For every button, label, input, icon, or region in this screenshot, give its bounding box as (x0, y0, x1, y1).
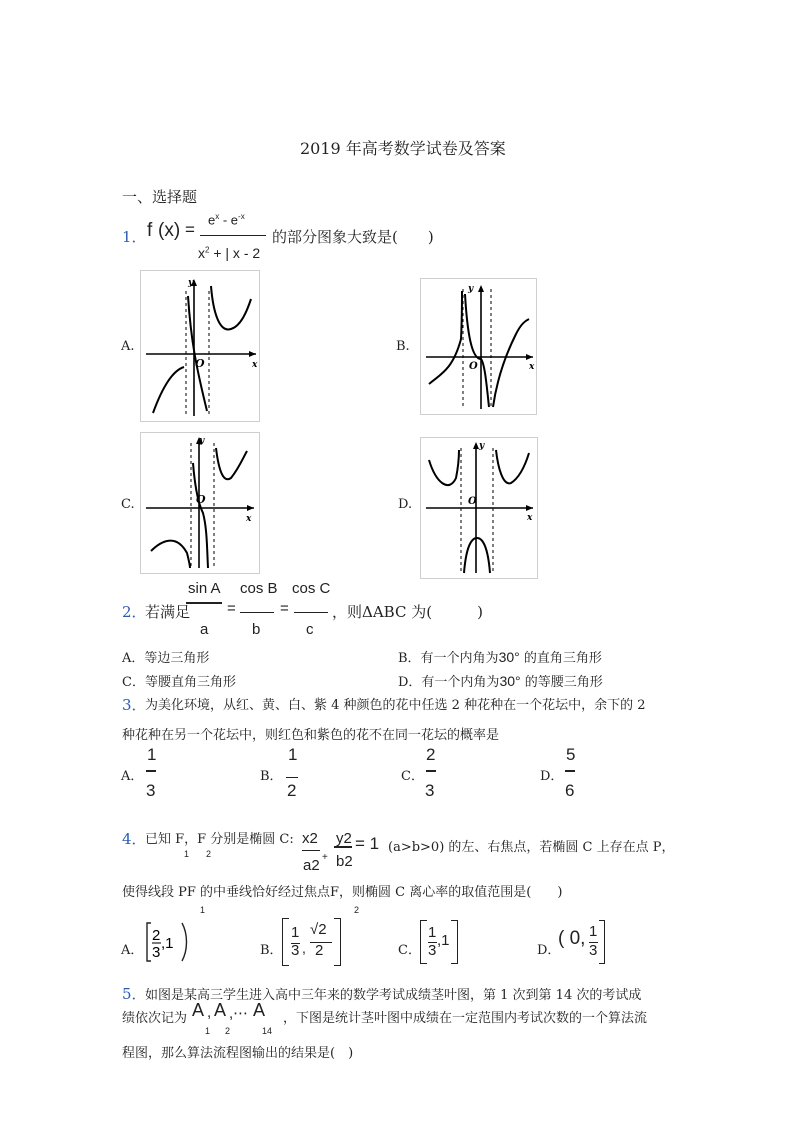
q5-line-1: 如图是某高三学生进入高中三年来的数学考试成绩茎叶图，第 1 次到第 14 次的考试成 (145, 988, 642, 1003)
q4-y2: y2 (336, 830, 352, 847)
q4-option-d-pre: ( 0, (558, 928, 586, 949)
q4-option-c-right-bracket (451, 920, 458, 964)
q2-option-d: D．有一个内角为30° 的等腰三角形 (398, 673, 603, 690)
q2-denominator-3: c (306, 621, 314, 638)
q4-plus: + (322, 852, 328, 863)
q3-option-c-label: C． (401, 769, 424, 784)
q5-number: 5． (122, 985, 147, 1003)
q4-option-b-right-bracket (334, 918, 341, 966)
q4-option-b-d1: 3 (291, 942, 300, 959)
q2-option-c: C．等腰直角三角形 (122, 675, 236, 690)
svg-text:,1: ,1 (161, 935, 174, 952)
q1-text: 的部分图象大致是( ) (272, 228, 434, 246)
q1-option-d-graph (420, 437, 538, 579)
q4-x2: x2 (302, 830, 318, 847)
q4-line2-sub-1: 1 (200, 905, 206, 915)
svg-text:O: O (196, 493, 206, 506)
q4-a2: a2 (303, 857, 320, 874)
q4-option-b-d2: 2 (315, 942, 324, 959)
q1-equals: = (185, 220, 195, 239)
q2-number: 2． (122, 603, 147, 621)
q4-option-d-label: D． (537, 943, 561, 958)
q5-a1: A (192, 1000, 205, 1020)
q1-number: 1． (122, 228, 147, 246)
svg-text:O: O (468, 496, 477, 507)
q2-lead: 若满足 (145, 603, 191, 621)
q4-option-d-right-bracket (599, 920, 605, 964)
q1-denominator: $x^2$ + | x - 2 (198, 245, 261, 261)
q4-option-b-interval (282, 918, 348, 966)
q1-option-c-label: C. (121, 497, 135, 512)
q1-numerator: $e^x - e^{-x}$ (208, 212, 245, 228)
q3-option-b-bar (286, 777, 298, 778)
q4-fraction-bar-1 (302, 850, 320, 851)
q3-option-a-bar (146, 770, 156, 772)
q5-a2: A (214, 1000, 227, 1020)
svg-text:O: O (195, 357, 205, 370)
q4-line-2: 使得线段 PF 的中垂线恰好经过焦点F，则椭圆 C 离心率的取值范围是( ) (122, 885, 563, 900)
q5-line-2-suffix: ，下图是统计茎叶图中成绩在一定范围内考试次数的一个算法流 (283, 1011, 648, 1026)
q3-option-c-denominator: 3 (425, 781, 435, 800)
q3-option-d-bar (565, 770, 575, 772)
q2-option-b: B．有一个内角为30° 的直角三角形 (398, 649, 602, 666)
q1-option-a-label: A. (121, 339, 135, 354)
q2-fraction-bar-1 (186, 602, 222, 604)
q3-option-c-numerator: 2 (426, 745, 436, 764)
svg-text:y: y (199, 436, 205, 446)
q2-fraction-bar-2 (240, 612, 274, 613)
q3-number: 3． (122, 696, 147, 714)
svg-text:x: x (252, 360, 258, 370)
svg-text:O: O (469, 361, 478, 372)
q5-line-2-prefix: 绩依次记为 (122, 1011, 188, 1026)
q5-sub-14: 14 (262, 1026, 273, 1036)
q3-line-1: 为美化环境，从红、黄、白、紫 4 种颜色的花中任选 2 种花种在一个花坛中，余下的 2 (145, 698, 646, 713)
q1-fraction-bar (200, 235, 266, 236)
q5-sub-1: 1 (205, 1026, 211, 1036)
q3-option-d-numerator: 5 (566, 745, 576, 764)
q4-option-c-denominator: 3 (428, 942, 437, 959)
q4-option-a-interval (144, 920, 196, 964)
q4-equals-one: = 1 (355, 834, 380, 853)
q4-option-a-label: A． (121, 943, 144, 958)
q1-option-b-graph (420, 278, 537, 415)
q4-lead: 已知 F，F 分别是椭圆 C: (145, 832, 294, 847)
q1-option-d-label: D. (398, 497, 413, 512)
page-title: 2019 年高考数学试卷及答案 (300, 139, 506, 158)
q3-option-d-denominator: 6 (565, 781, 575, 800)
q3-option-a-numerator: 1 (147, 745, 157, 764)
q2-numerator-3: cos C (292, 580, 331, 597)
q3-option-c-bar (426, 770, 436, 772)
q4-option-c-label: C． (398, 943, 421, 958)
q3-option-a-denominator: 3 (146, 781, 156, 800)
q4-fraction-bar-2 (334, 846, 352, 848)
svg-text:2: 2 (152, 927, 161, 944)
q2-equals-1: = (227, 600, 236, 617)
q4-option-d-denominator: 3 (589, 942, 598, 959)
q1-function-name: f (147, 220, 153, 241)
q4-sub-2: 2 (206, 849, 212, 859)
q4-option-b-left-bracket (282, 918, 289, 966)
q4-option-d-interval (558, 920, 608, 964)
q2-numerator-2: cos B (240, 580, 278, 597)
q4-number: 4． (122, 830, 147, 848)
q4-b2: b2 (336, 853, 353, 870)
q4-option-c-left-bracket (420, 920, 427, 964)
q4-line2-sub-2: 2 (354, 905, 360, 915)
svg-text:3: 3 (152, 944, 161, 961)
svg-text:x: x (246, 514, 252, 524)
q3-option-b-label: B． (260, 769, 283, 784)
q5-sub-2: 2 (225, 1026, 231, 1036)
q4-option-c-interval (420, 920, 462, 964)
q3-option-d-label: D． (540, 769, 564, 784)
svg-text:y: y (468, 284, 474, 294)
q4-option-b-comma: , (302, 940, 306, 956)
svg-text:y: y (479, 441, 485, 451)
q4-sub-1: 1 (184, 849, 190, 859)
q4-option-b-label: B． (260, 943, 283, 958)
svg-text:y: y (188, 278, 194, 288)
q3-option-a-label: A． (121, 769, 144, 784)
q2-fraction-bar-3 (294, 612, 328, 613)
svg-text:x: x (527, 513, 533, 523)
q1-function-arg: (x) (158, 220, 181, 241)
q4-option-c-tail: ,1 (437, 932, 450, 949)
section-heading: 一、选择题 (122, 188, 198, 206)
q5-a14: A (253, 1000, 266, 1020)
q4-mid: (a>b>0) 的左、右焦点，若椭圆 C 上存在点 P， (388, 840, 675, 855)
q5-line-3: 程图，那么算法流程图输出的结果是( ) (122, 1046, 354, 1061)
q3-option-b-denominator: 2 (287, 781, 297, 800)
q1-option-c-graph (140, 432, 260, 574)
svg-text:x: x (529, 362, 535, 372)
q5-ellipsis: ,⋯ (229, 1005, 249, 1022)
q4-option-d-numerator: 1 (589, 923, 598, 940)
q4-option-b-n2: √2 (310, 921, 327, 938)
q2-option-a: A．等边三角形 (122, 651, 210, 666)
q5-comma-1: , (207, 1004, 212, 1021)
q1-option-b-label: B. (396, 339, 410, 354)
q4-option-c-numerator: 1 (428, 924, 437, 941)
q2-equals-2: = (280, 600, 289, 617)
q2-numerator-1: sin A (188, 580, 221, 597)
q3-option-b-numerator: 1 (288, 745, 298, 764)
q3-line-2: 种花种在另一个花坛中，则红色和紫色的花不在同一花坛的概率是 (122, 728, 500, 743)
q2-denominator-2: b (252, 621, 261, 638)
q2-tail: ，则ΔABC 为( ) (332, 603, 483, 621)
q1-option-a-graph (140, 270, 260, 422)
q2-denominator-1: a (200, 621, 209, 638)
q4-option-b-n1: 1 (291, 924, 300, 941)
